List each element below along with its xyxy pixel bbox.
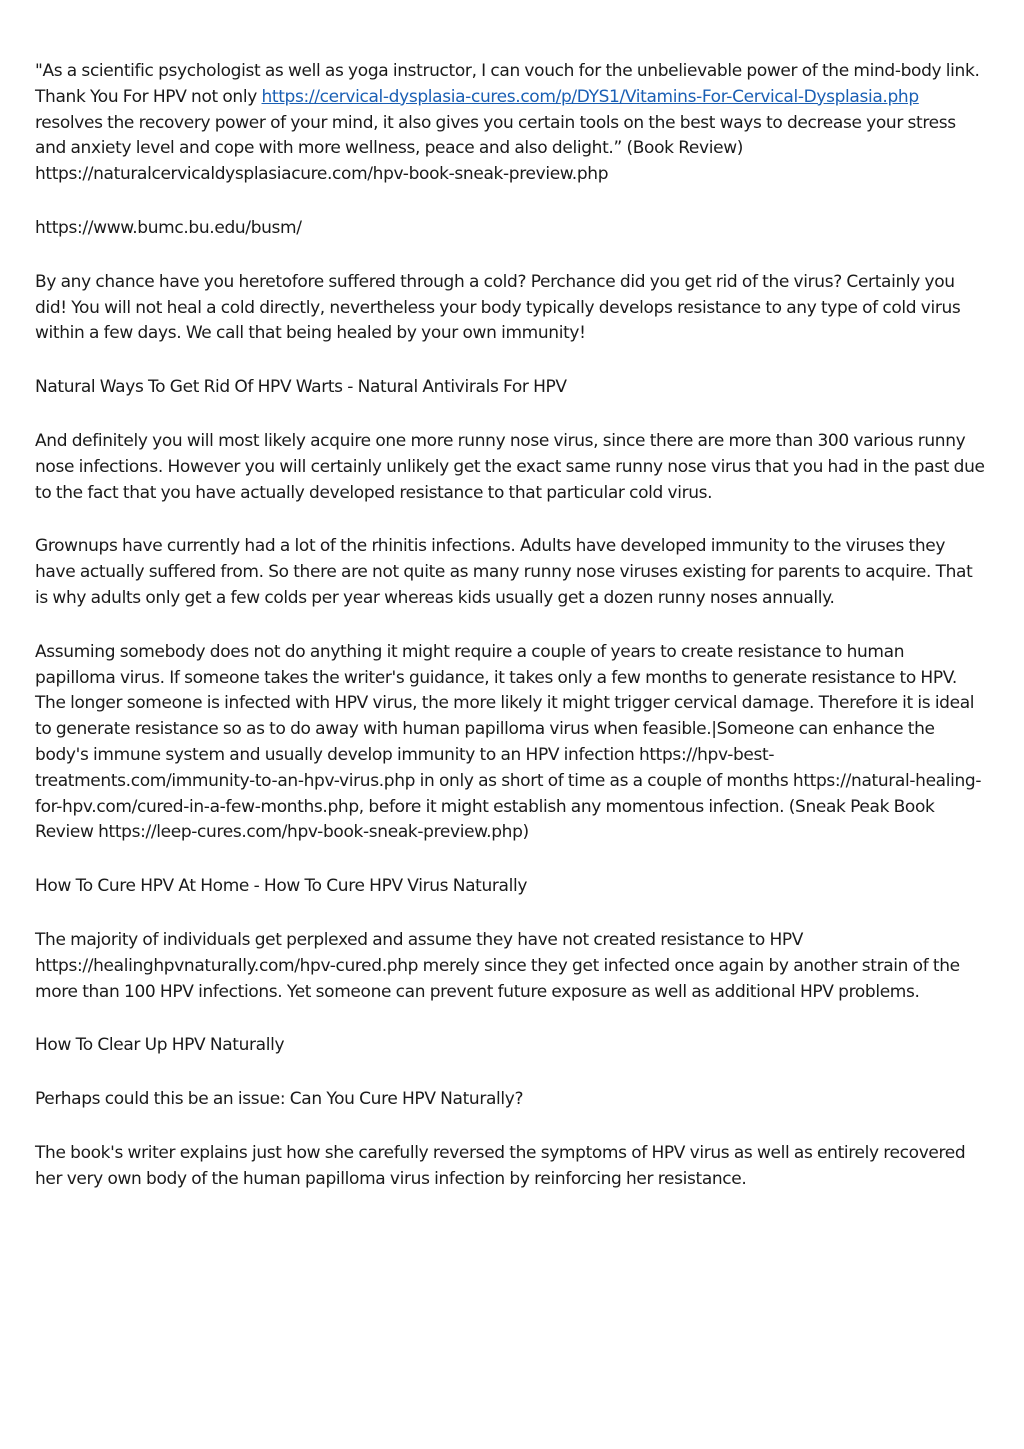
testimonial-text-before: "As a scientific psychologist as well as yoga instructor, I can vouch for the unbelievable power of the mind-body link. Thank You For HPV not only [35, 61, 980, 107]
paragraph-cold-intro: By any chance have you heretofore suffered through a cold? Perchance did you get rid of the virus? Certainly you did! You will not heal a cold directly, nevertheless your body typically develops resistance to any type of cold virus within a few days. We call that being healed by your own immunity! [35, 271, 961, 344]
paragraph-testimonial [35, 59, 989, 188]
paragraph-resistance: Assuming somebody does not do anything it might require a couple of years to create resistance to human papilloma virus. If someone takes the writer's guidance, it takes only a few months to generate resistance to HPV. The longer someone is infected with HPV virus, the more likely it might trigger cervical damage. Therefore it is ideal to generate resistance so as to do away with human papilloma virus when feasible.|Someone can enhance the body's immune system and usually develop immunity to an HPV infection https://hpv-best-treatments.com/immunity-to-an-hpv-virus.php in only as short of time as a couple of months https://natural-healing-for-hpv.com/cured-in-a-few-months.php, before it might establish any momentous infection. (Sneak Peak Book Review https://leep-cures.com/hpv-book-sneak-preview.php) [35, 641, 982, 843]
document-body [35, 59, 989, 1221]
paragraph-perplexed: The majority of individuals get perplexed and assume they have not created resistance to HPV https://healinghpvnaturally.com/hpv-cured.php merely since they get infected once again by another strain of the more than 100 HPV infections. Yet someone can prevent future exposure as well as additional HPV problems. [35, 929, 960, 1002]
paragraph-book-writer: The book's writer explains just how she carefully reversed the symptoms of HPV virus as well as entirely recovered her very own body of the human papilloma virus infection by reinforcing her resistance. [35, 1142, 966, 1189]
paragraph-question: Perhaps could this be an issue: Can You Cure HPV Naturally? [35, 1089, 524, 1110]
paragraph-grownups: Grownups have currently had a lot of the rhinitis infections. Adults have developed immunity to the viruses they have actually suffered from. So there are not quite as many runny nose viruses existing for parents to acquire. That is why adults only get a few colds per year whereas kids usually get a dozen runny noses annually. [35, 536, 973, 608]
heading-natural-ways: Natural Ways To Get Rid Of HPV Warts - Natural Antivirals For HPV [35, 377, 567, 398]
paragraph-runny-nose: And definitely you will most likely acquire one more runny nose virus, since there are more than 300 various runny nose infections. However you will certainly unlikely get the exact same runny nose virus that you had in the past due to the fact that you have actually developed resistance to that particular cold virus. [35, 430, 985, 503]
testimonial-text-after: resolves the recovery power of your mind, it also gives you certain tools on the best ways to decrease your stress and anxiety level and cope with more wellness, peace and also delight.” (Book Review) https://naturalcervicaldysplasiacure.com/hpv-book-sneak-preview.php [35, 112, 956, 185]
heading-cure-at-home: How To Cure HPV At Home - How To Cure HPV Virus Naturally [35, 876, 528, 897]
heading-clear-up: How To Clear Up HPV Naturally [35, 1035, 285, 1056]
paragraph-bumc-url: https://www.bumc.bu.edu/busm/ [35, 217, 302, 238]
vitamins-cervical-dysplasia-link[interactable]: https://cervical-dysplasia-cures.com/p/DYS1/Vitamins-For-Cervical-Dysplasia.php [261, 86, 919, 107]
